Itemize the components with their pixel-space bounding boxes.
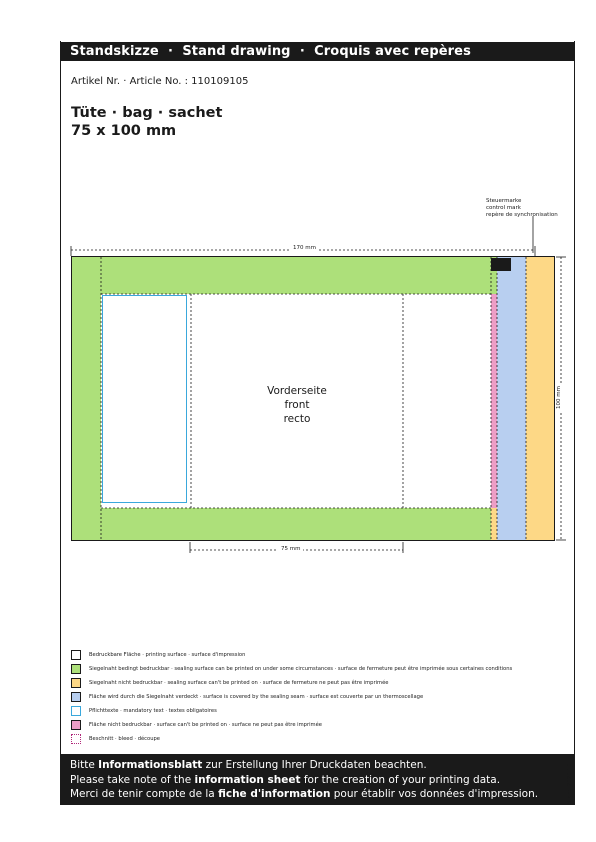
mandatory-text-area — [102, 295, 187, 503]
control-mark-fr: repère de synchronisation — [486, 212, 558, 218]
page-header — [60, 42, 574, 61]
legend-item-covered-by-seam — [71, 691, 423, 702]
legend-text: Beschnitt · bleed · découpe — [89, 735, 160, 742]
legend-text: Pflichttexte · mandatory text · textes obligatoires — [89, 707, 217, 714]
legend-swatch-pink — [71, 720, 81, 730]
control-mark-label — [486, 198, 558, 219]
legend-swatch-blue — [71, 692, 81, 702]
control-mark-de: Steuermarke — [486, 198, 522, 204]
info-sheet-link-de: Informationsblatt — [98, 759, 203, 771]
control-mark-en: control mark — [486, 205, 521, 211]
legend-text: Fläche wird durch die Siegelnaht verdeckt · surface is covered by the sealing seam · surface est couverte par un thermoscellage — [89, 693, 424, 700]
front-label — [191, 384, 403, 426]
legend-text: Siegelnaht bedingt bedruckbar · sealing surface can be printed on under some circumstances · surface de fermeture peut être imprimée sous certaines conditions — [89, 665, 513, 672]
front-label-de: Vorderseite — [267, 385, 327, 397]
stand-date: Stand 2020-10 — [567, 763, 573, 804]
legend-item-not-printable — [71, 719, 322, 730]
product-size: 75 x 100 mm — [71, 123, 177, 139]
info-footer — [60, 754, 574, 805]
legend-text: Siegelnaht nicht bedruckbar · sealing surface can't be printed on · surface de fermeture ne peut pas être imprimée — [89, 679, 389, 686]
width-dimension-label: 170 mm — [290, 245, 319, 251]
front-label-en: front — [284, 399, 310, 411]
legend-swatch-cyan-outline — [71, 706, 81, 716]
product-title — [71, 104, 222, 140]
legend-item-sealing-not-printable — [71, 677, 388, 688]
height-dimension-label: 100 mm — [556, 383, 562, 412]
legend-swatch-dotted — [71, 734, 81, 744]
footer-line-en: Please take note of the information sheet for the creation of your printing data. — [70, 773, 501, 786]
legend-swatch-green — [71, 664, 81, 674]
bag-drawing — [71, 256, 555, 541]
legend-item-bleed — [71, 733, 160, 744]
front-label-fr: recto — [283, 413, 311, 425]
legend-item-mandatory-text — [71, 705, 217, 716]
footer-line-de: Bitte Informationsblatt zur Erstellung Ihrer Druckdaten beachten. — [70, 759, 427, 771]
legend-item-printing-surface — [71, 649, 245, 660]
product-name: Tüte · bag · sachet — [71, 105, 223, 121]
legend-text: Bedruckbare Fläche · printing surface · surface d'impression — [89, 651, 246, 658]
legend-text: Fläche nicht bedruckbar · surface can't be printed on · surface ne peut pas être imprimée — [89, 721, 322, 728]
front-width-dimension-label: 75 mm — [278, 546, 303, 552]
article-number: Artikel Nr. · Article No. : 110109105 — [71, 76, 249, 87]
header-title: Standskizze · Stand drawing · Croquis avec repères — [70, 44, 471, 59]
legend-item-sealing-conditional — [71, 663, 512, 674]
info-sheet-link-en: information sheet — [194, 773, 301, 786]
legend-swatch-white — [71, 650, 81, 660]
footer-line-fr: Merci de tenir compte de la fiche d'information pour établir vos données d'impression. — [70, 788, 539, 800]
info-sheet-link-fr: fiche d'information — [218, 788, 331, 800]
legend-swatch-orange — [71, 678, 81, 688]
